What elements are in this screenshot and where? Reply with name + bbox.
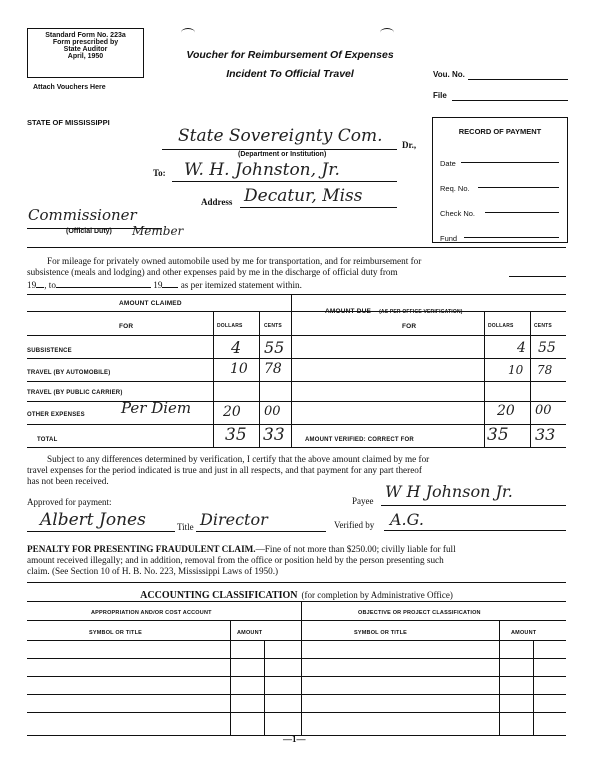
dr-label: Dr., [402,140,417,150]
row-auto-due-dollars: 10 [508,363,524,377]
page-number: —1— [283,734,306,744]
title-line [196,531,326,532]
row-other-dollars: 20 [223,404,241,420]
accounting-heading: ACCOUNTING CLASSIFICATION [140,590,298,601]
to-word: , to [44,280,56,290]
certify-line-3: has not been received. [27,476,109,486]
record-req [440,178,560,196]
title-line-1: Voucher for Reimbursement Of Expenses [186,49,394,61]
amount-due-note: (AS PER OFFICE VERIFICATION) [379,309,463,315]
separator-top [27,247,566,248]
penalty-lead: PENALTY FOR PRESENTING FRAUDULENT CLAIM. [27,544,256,554]
col-for-left: FOR [119,323,134,330]
record-heading: RECORD OF PAYMENT [458,127,542,136]
year-prefix-1: 19 [27,280,37,290]
mileage-line-3 [27,280,566,291]
address-line [240,207,397,208]
penalty-line-3: claim. (See Section 10 of H. B. No. 223, Mississippi Laws of 1950.) [27,566,279,576]
attach-label: Attach Vouchers Here [33,84,106,91]
penalty-paragraph [27,544,566,577]
to-label: To: [153,168,166,178]
appropriation-title: APPROPRIATION AND/OR COST ACCOUNT [91,610,212,616]
row-other-desc: Per Diem [121,399,192,417]
file-label: File [433,91,447,100]
form-prescribed: Form prescribed by [52,39,119,46]
row-other-due-cents: 00 [535,403,552,418]
right-amount-label: AMOUNT [511,630,537,636]
row-other-cents: 00 [264,404,281,419]
record-req-label: Req. No. [440,184,470,193]
record-date-label: Date [440,159,456,168]
hole-mark-left [181,28,195,37]
approver-signature: Albert Jones [40,510,146,530]
title-label: Title [177,522,194,532]
verified-amount-label: AMOUNT VERIFIED: CORRECT FOR [305,437,414,443]
vou-no-line [468,79,568,80]
record-date [440,153,560,171]
row-auto-due-cents: 78 [537,363,553,377]
col-cents-right: CENTS [534,323,552,329]
address-label: Address [201,197,233,207]
penalty-line-1: —Fine of not more than $250.00; civilly liable for full [255,544,456,554]
mileage-line-2: subsistence (meals and lodging) and other expenses paid by me in the discharge of official duty from [27,267,398,277]
row-other-label: OTHER EXPENSES [27,412,85,418]
department-caption: (Department or Institution) [238,151,327,158]
verified-cents: 33 [535,425,556,444]
payee-name-line [172,181,397,182]
penalty-line-2: amount received illegally; and in addition, removal from the office or position held by the person presenting such [27,555,444,565]
certify-line-1: Subject to any differences determined by verification, I certify that the above amount claimed by me for [47,454,430,464]
left-symbol-label: SYMBOL OR TITLE [89,630,143,636]
mileage-paragraph [27,256,566,278]
year-prefix-2: 19 [153,280,163,290]
payee-line [381,505,566,506]
amount-claimed-heading: AMOUNT CLAIMED [119,300,182,307]
total-label: TOTAL [37,437,58,443]
form-number-box [27,28,144,78]
state-label: STATE OF MISSISSIPPI [27,118,110,127]
verified-by-label: Verified by [334,520,375,530]
form-auditor: State Auditor [63,46,108,53]
row-subsistence-cents: 55 [264,338,285,357]
separator-accounting [27,582,566,583]
official-duty-value: Commissioner [28,206,137,224]
page-title [170,46,410,84]
total-dollars: 35 [225,425,247,445]
row-other-due-dollars: 20 [497,403,515,419]
row-auto-dollars: 10 [230,361,248,377]
official-duty-extra: Member [132,224,184,238]
approver-line [27,531,175,532]
row-auto-cents: 78 [264,361,282,377]
official-duty-caption: (Official Duty) [66,228,112,235]
mileage-line-1: For mileage for privately owned automobile used by me for transportation, and for reimbursement for [47,256,422,266]
record-fund [440,228,560,246]
department-value: State Sovereignty Com. [178,126,383,146]
form-number: Standard Form No. 223a [45,32,126,39]
verified-dollars: 35 [487,425,509,445]
objective-title: OBJECTIVE OR PROJECT CLASSIFICATION [358,610,481,616]
row-subsistence-due-cents: 55 [538,340,556,356]
record-check [440,203,560,221]
row-subsistence-label: SUBSISTENCE [27,348,72,354]
total-cents: 33 [263,425,285,445]
col-dollars-right: DOLLARS [488,323,514,329]
amount-due-heading [325,300,463,318]
row-carrier-label: TRAVEL (BY PUBLIC CARRIER) [27,390,123,396]
approved-label: Approved for payment: [27,497,112,507]
row-subsistence-due-dollars: 4 [517,340,526,356]
accounting-note: (for completion by Administrative Office) [301,590,453,600]
hole-mark-right [380,28,394,37]
col-cents-left: CENTS [264,323,282,329]
left-amount-label: AMOUNT [237,630,263,636]
form-date: April, 1950 [67,53,104,60]
right-symbol-label: SYMBOL OR TITLE [354,630,408,636]
verified-signature: A.G. [390,510,424,529]
file-line [452,100,568,101]
department-line [162,149,397,150]
address-value: Decatur, Miss [244,186,363,206]
col-dollars-left: DOLLARS [217,323,243,329]
record-check-label: Check No. [440,209,476,218]
payee-name: W. H. Johnston, Jr. [184,160,340,180]
row-subsistence-dollars: 4 [231,338,242,357]
amount-table [27,294,566,448]
accounting-table [27,601,566,736]
row-auto-label: TRAVEL (BY AUTOMOBILE) [27,370,111,376]
title-line-2: Incident To Official Travel [226,68,354,80]
vou-no-label: Vou. No. [433,70,465,79]
record-fund-label: Fund [440,234,458,243]
amount-due-title: AMOUNT DUE [325,308,372,315]
itemized-text: as per itemized statement within. [180,280,302,290]
record-of-payment-box [432,117,568,243]
title-signature: Director [200,510,268,529]
payee-signature: W H Johnson Jr. [385,482,513,501]
certify-line-2: travel expenses for the period indicated is true and just in all respects, and that payment for any part thereof [27,465,422,475]
payee-label: Payee [352,496,374,506]
verified-line [384,530,566,531]
col-for-right: FOR [402,323,417,330]
